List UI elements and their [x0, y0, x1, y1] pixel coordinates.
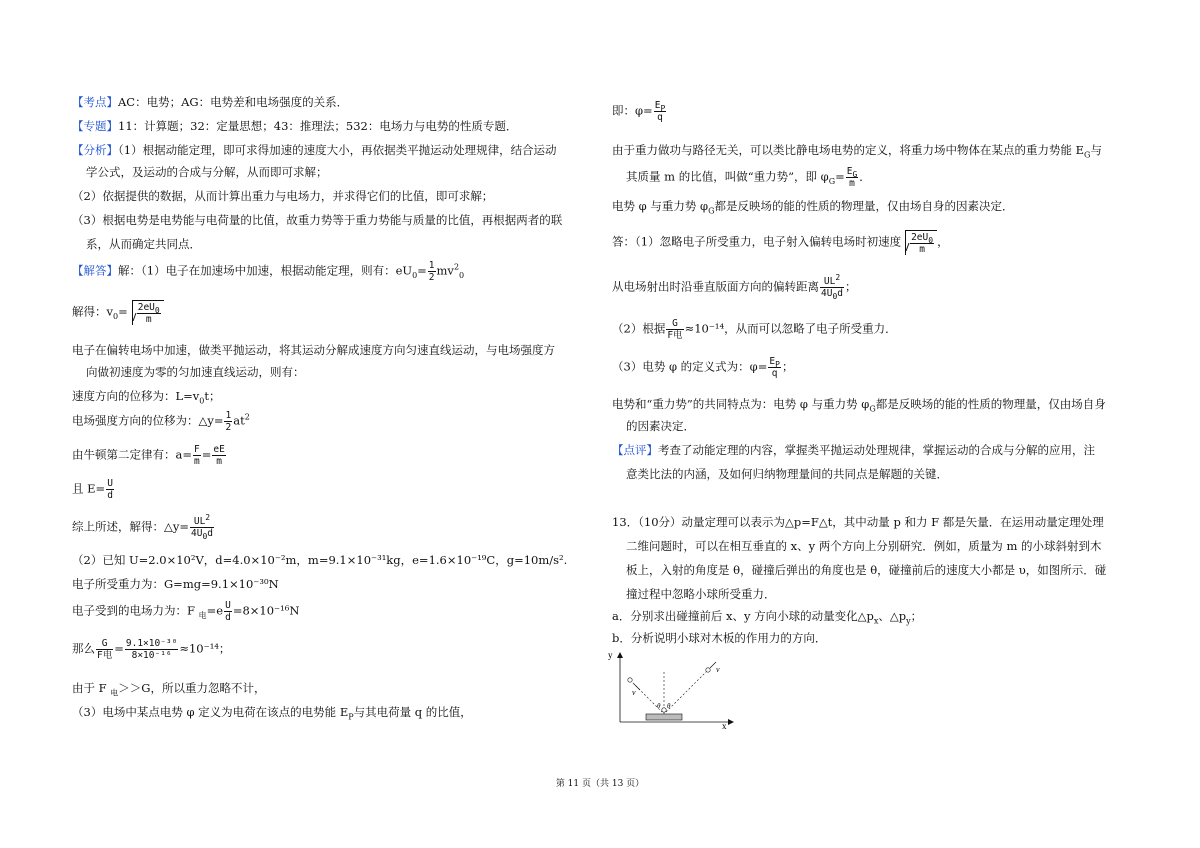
dianping-line: 【点评】考查了动能定理的内容，掌握类平抛运动处理规律，掌握运动的合成与分解的应用，注 [612, 443, 1095, 457]
left-column [72, 0, 602, 800]
answer1b-line: 从电场射出时沿垂直版面方向的偏转距离 $\frac{UL^2}{4U_0d}$ ； [612, 272, 857, 301]
question13-a-line: a．分别求出碰撞前后 x、y 方向小球的动量变化$\triangle p_x$、$\triangle p_y$； [612, 609, 923, 626]
zhuanti-line [72, 118, 517, 134]
dy-line: 电场强度方向的位移为：△y= $\frac{1}{2}$ $at^2$ [72, 410, 250, 433]
answer3-line: （3）电势 φ 的定义式为：φ= $\frac{E_P}{q}$ ； [612, 356, 794, 379]
gravity-line: 电子所受重力为：G=mg=9.1×10⁻³⁰N [72, 577, 279, 591]
solve-v0-line: 解得：$v_0=$ $\frac{2eU_0}{m}$ [72, 300, 164, 325]
newton-line: 由牛顿第二定律有：a= $\frac{F}{m}$ = $\frac{eE}{m}$ [72, 444, 225, 467]
y-axis-label: y [608, 650, 613, 660]
field-line: 且 E= $\frac{U}{d}$ [72, 478, 113, 501]
electric-force-line: 电子受到的电场力为：F $_电$=e $\frac{U}{d}$ =8×10⁻¹⁶N [72, 600, 300, 623]
property-line: 电势 φ 与重力势 $\varphi_G$都是反映场的能的性质的物理量，仅由场自身的因素决定． [612, 199, 1014, 216]
ball-before [628, 678, 632, 682]
common-feature-line-2: 的因素决定． [626, 419, 695, 433]
dianping-line-2: 意类比法的内涵，及如何归纳物理量间的共同点是解题的关键． [626, 467, 948, 481]
zhuanti-tag: 【专题】 [72, 119, 118, 133]
velocity-label-in: v [632, 688, 636, 697]
ball-after [706, 668, 710, 672]
question13-line-4: 撞过程中忽略小球所受重力． [626, 587, 776, 601]
answer2-line: （2）根据 $\frac{G}{\text{F电}}$ ≈10⁻¹⁴，从而可以忽略了电子所受重力． [612, 318, 897, 341]
fraction: $\frac{1}{2}$ [428, 260, 435, 283]
body-line: 向做初速度为零的匀加速直线运动，则有： [86, 365, 305, 379]
velocity-label-out: v [716, 665, 720, 674]
right-column [608, 0, 1142, 800]
ratio-line: 那么 $\frac{G}{\text{F电}}$ = $\frac{\text{9.1×10⁻³⁰}}{\text{8×10⁻¹⁶}}$ ≈10⁻¹⁴； [72, 638, 231, 661]
answer1-line: 答：（1）忽略电子所受重力，电子射入偏转电场时初速度 $\frac{2eU_0}{m}$ ， [612, 232, 949, 255]
jieda-tag: 【解答】 [72, 263, 118, 278]
kaodian-tag: 【考点】 [72, 95, 118, 109]
ball-contact [662, 708, 666, 712]
analogy-line: 由于重力做功与路径无关，可以类比静电场电势的定义，将重力场中物体在某点的重力势能 $E_G$与 [612, 143, 1102, 160]
fenxi-line-5: 系，从而确定共同点． [86, 237, 201, 251]
x-axis-arrow [728, 719, 734, 725]
kaodian-text: AC：电势；AG：电势差和电场强度的关系． [118, 95, 349, 109]
x-axis-label: x [722, 721, 727, 731]
zhuanti-text: 11：计算题；32：定量思想；43：推理法；532：电场力与电势的性质专题． [118, 119, 518, 133]
common-feature-line: 电势和“重力势”的共同特点为：电势 φ 与重力势 $\varphi_G$都是反映场的能的性质的物理量，仅由场自身 [612, 397, 1106, 414]
question13-b-line: b．分析说明小球对木板的作用力的方向． [612, 631, 827, 645]
potential-definition-line: （3）电场中某点电势 φ 定义为电荷在该点的电势能 $E_P$与其电荷量 q 的比值， [72, 705, 472, 722]
phi-line: 即：φ= $\frac{E_P}{q}$ [612, 100, 666, 123]
fenxi-line-2: 学公式，及运动的合成与分解，从而即可求解； [86, 165, 328, 179]
gravity-potential-line: 其质量 m 的比值，叫做“重力势”，即 $\varphi_G=$ $\frac{E_G}{m}$ ． [626, 166, 871, 189]
compare-line: 由于 F $_电$＞＞G，所以重力忽略不计， [72, 681, 266, 698]
fenxi-text: （1）根据动能定理，即可求得加速的速度大小，再依据类平抛运动处理规律，结合运动 [118, 143, 557, 157]
fenxi-line-4: （3）根据电势是电势能与电荷量的比值，故重力势等于重力势能与质量的比值，再根据两者的联 [72, 213, 563, 227]
question13-line: 13．（10分）动量定理可以表示为△p=F△t，其中动量 p 和力 F 都是矢量．在运用动量定理处理 [612, 515, 1104, 529]
sqrt-expression: $\frac{2eU_0}{m}$ [132, 300, 164, 325]
y-axis-arrow [617, 652, 623, 658]
fenxi-line [72, 142, 557, 158]
question13-line-2: 二维问题时，可以在相互垂直的 x、y 两个方向上分别研究．例如，质量为 m 的小球斜射到木 [626, 539, 1102, 553]
body-line: 电子在偏转电场中加速，做类平抛运动，将其运动分解成速度方向匀速直线运动，与电场强度方 [72, 343, 555, 357]
wooden-board [646, 714, 682, 720]
dianping-tag: 【点评】 [612, 443, 658, 457]
kaodian-line [72, 94, 348, 110]
question13-line-3: 板上，入射的角度是 θ，碰撞后弹出的角度也是 θ，碰撞前后的速度大小都是 υ，如图所示．碰 [626, 563, 1107, 577]
jieda-line: 【解答】解：（1）电子在加速场中加速，根据动能定理，则有：$eU_0=$ $\frac{1}{2}$ $mv^2_0$ [72, 260, 465, 283]
given-values-line: （2）已知 U=2.0×10²V，d=4.0×10⁻²m，m=9.1×10⁻³¹kg，e=1.6×10⁻¹⁹C，g=10m/s². [72, 553, 568, 567]
angle-label-out: θ [667, 702, 671, 710]
angle-label-in: θ [657, 702, 661, 710]
reflected-path [666, 670, 708, 712]
fenxi-line-3: （2）依据提供的数据，从而计算出重力与电场力，并求得它们的比值，即可求解； [72, 189, 494, 203]
collision-diagram [608, 650, 742, 731]
page-footer: 第 11 页（共 13 页） [555, 779, 645, 789]
summary-line: 综上所述，解得：△y= $\frac{UL^2}{4U_0d}$ [72, 512, 213, 541]
fenxi-tag: 【分析】 [72, 143, 118, 157]
displacement-line: 速度方向的位移为：$L=v_0t$； [72, 389, 221, 406]
